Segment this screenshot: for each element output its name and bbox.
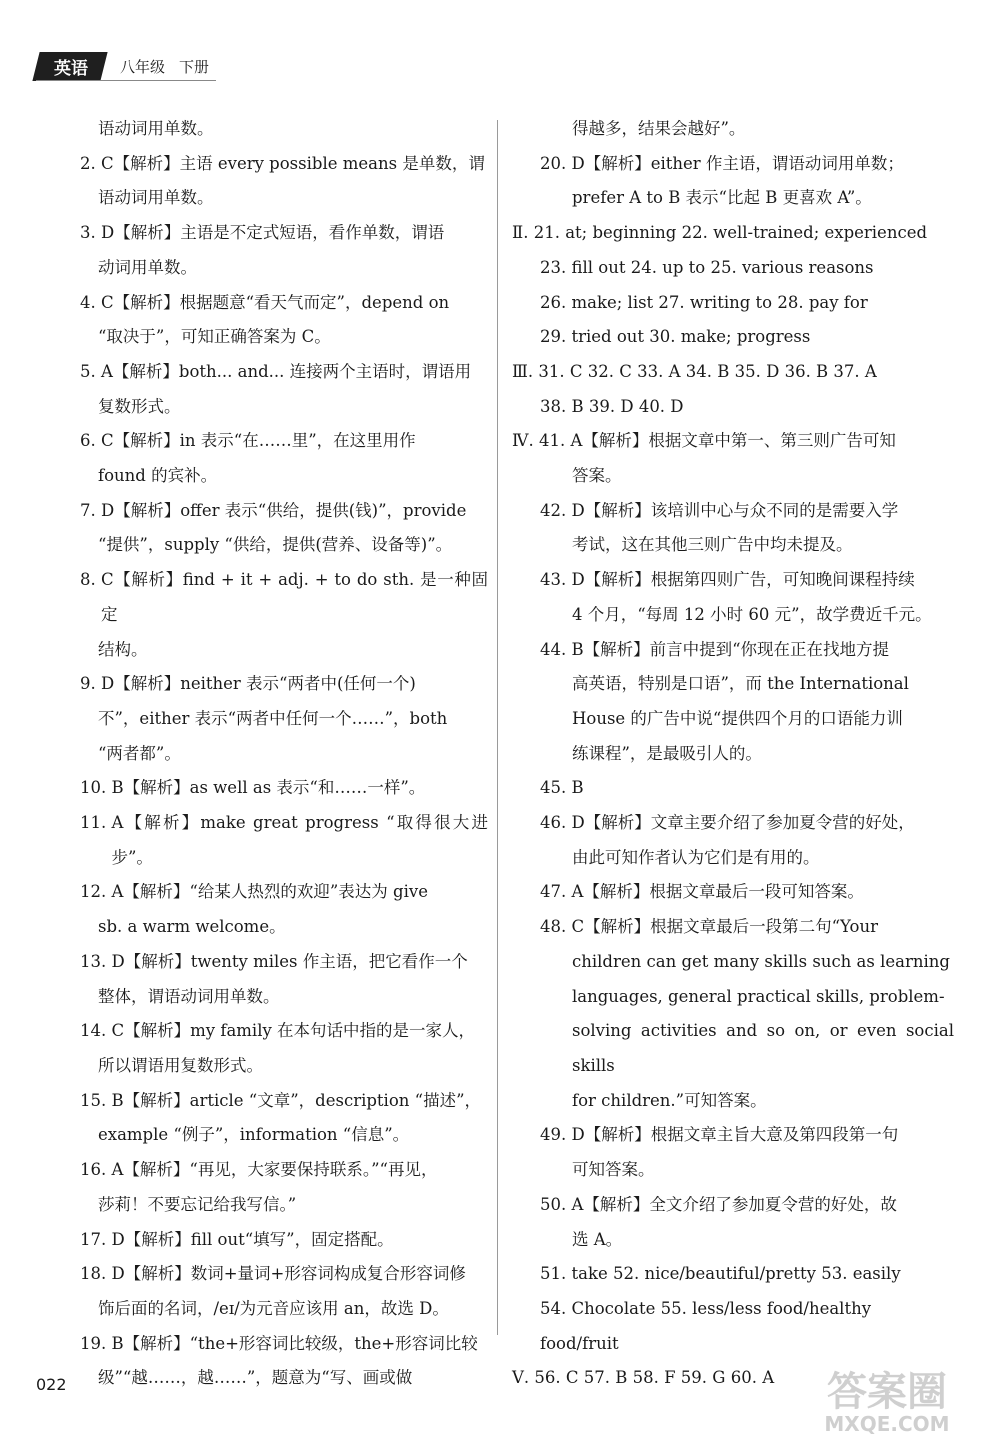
- question-number: Ⅳ.: [512, 431, 539, 451]
- answer-text: A【解析】“给某人热烈的欢迎”表达为 give: [111, 882, 428, 902]
- answer-text: A【解析】both... and... 连接两个主语时，谓语用: [101, 361, 472, 381]
- answer-line: [512, 633, 954, 668]
- answer-line: “两者都”。: [98, 743, 181, 763]
- answer-text: D【解析】fill out“填写”，固定搭配。: [111, 1229, 394, 1249]
- answer-line: [80, 875, 488, 910]
- answer-line: 4 个月，“每周 12 小时 60 元”，故学费近千元。: [572, 604, 932, 624]
- answer-text: B【解析】前言中提到“你现在正在找地方提: [571, 639, 890, 659]
- answer-text: B【解析】as well as 表示“和……一样”。: [111, 778, 426, 798]
- question-number: 19.: [80, 1333, 112, 1353]
- question-number: 11.: [80, 813, 112, 833]
- answer-line: 选 A。: [572, 1229, 623, 1249]
- answer-line: example “例子”，information “信息”。: [98, 1125, 410, 1145]
- question-number: 8.: [80, 570, 101, 590]
- answer-line: 38. B 39. D 40. D: [540, 396, 684, 416]
- answer-line: 得越多，结果会越好”。: [572, 119, 746, 138]
- answer-line: “取决于”，可知正确答案为 C。: [98, 327, 331, 347]
- answer-column-right: [512, 112, 954, 1396]
- answer-line: [80, 1153, 488, 1188]
- answer-line: [80, 771, 488, 806]
- answer-column-left: [80, 112, 488, 1396]
- answer-line: [512, 806, 954, 841]
- question-number: 15.: [80, 1090, 112, 1110]
- answer-line: 复数形式。: [98, 396, 181, 416]
- answer-line: [512, 1188, 954, 1223]
- answer-line: 答案。: [572, 466, 622, 486]
- answer-text: B: [571, 778, 584, 798]
- answer-line: children can get many skills such as learning: [572, 951, 950, 971]
- question-number: 44.: [540, 639, 572, 659]
- question-number: 5.: [80, 361, 101, 381]
- answer-line: 54. Chocolate 55. less/less food/healthy food/fruit: [540, 1298, 872, 1353]
- answer-line: [80, 1223, 488, 1258]
- question-number: 48.: [540, 917, 572, 937]
- answer-text: 21. at; beginning 22. well-trained; experienced: [533, 223, 928, 243]
- question-number: Ⅴ.: [512, 1368, 535, 1388]
- question-number: 10.: [80, 778, 112, 798]
- answer-text: D【解析】根据文章主旨大意及第四段第一句: [571, 1125, 899, 1145]
- answer-line: [80, 945, 488, 980]
- answer-text: C【解析】根据题意“看天气而定”，depend on: [101, 292, 450, 312]
- answer-line: [512, 147, 954, 182]
- answer-line: [512, 875, 954, 910]
- answer-text: D【解析】neither 表示“两者中(任何一个): [101, 674, 416, 694]
- answer-line: [512, 771, 954, 806]
- answer-text: D【解析】文章主要介绍了参加夏令营的好处，: [571, 813, 915, 833]
- question-number: 42.: [540, 500, 572, 520]
- answer-line: [80, 1327, 488, 1362]
- question-number: 7.: [80, 500, 101, 520]
- answer-line: 23. fill out 24. up to 25. various reasons: [540, 257, 874, 277]
- answer-text: 31. C 32. C 33. A 34. B 35. D 36. B 37. A: [538, 361, 877, 381]
- answer-text: A【解析】全文介绍了参加夏令营的好处，故: [571, 1194, 897, 1214]
- answer-line: [512, 494, 954, 529]
- question-number: 14.: [80, 1021, 112, 1041]
- answer-line: House 的广告中说“提供四个月的口语能力训: [572, 708, 903, 728]
- answer-text: D【解析】offer 表示“供给，提供(钱)”，provide: [101, 500, 467, 520]
- question-number: Ⅱ.: [512, 223, 534, 243]
- question-number: 13.: [80, 951, 112, 971]
- question-number: 2.: [80, 153, 101, 173]
- answer-line: [512, 424, 954, 459]
- answer-line: 29. tried out 30. make; progress: [540, 327, 811, 347]
- term-label: 下册: [179, 57, 210, 76]
- watermark-url: MXQE.COM: [824, 1412, 950, 1436]
- answer-line: 由此可知作者认为它们是有用的。: [572, 847, 820, 867]
- answer-text: C【解析】find + it + adj. + to do sth. 是一种固定: [101, 570, 488, 624]
- answer-line: for children.”可知答案。: [572, 1090, 767, 1110]
- answer-line: 语动词用单数。: [98, 119, 214, 138]
- answer-text: D【解析】该培训中心与众不同的是需要入学: [571, 500, 899, 520]
- answer-text: D【解析】either 作主语，谓语动词用单数；: [571, 153, 904, 173]
- question-number: 20.: [540, 153, 572, 173]
- header-rule: [36, 80, 216, 81]
- answer-line: [80, 667, 488, 702]
- answer-line: 51. take 52. nice/beautiful/pretty 53. easily: [540, 1264, 901, 1284]
- page-header: [36, 52, 209, 80]
- answer-line: 莎莉！不要忘记给我写信。”: [98, 1194, 297, 1214]
- question-number: 4.: [80, 292, 101, 312]
- question-number: 45.: [540, 778, 572, 798]
- question-number: 6.: [80, 431, 101, 451]
- answer-text: B【解析】“the+形容词比较级，the+形容词比较: [111, 1333, 478, 1353]
- answer-line: solving activities and so on, or even social skills: [572, 1021, 954, 1075]
- answer-text: 56. C 57. B 58. F 59. G 60. A: [534, 1368, 775, 1388]
- answer-line: [512, 216, 954, 251]
- answer-text: B【解析】article “文章”，description “描述”，: [111, 1090, 482, 1110]
- question-number: 3.: [80, 223, 101, 243]
- answer-line: sb. a warm welcome。: [98, 917, 286, 937]
- question-number: 50.: [540, 1194, 572, 1214]
- answer-text: C【解析】my family 在本句话中指的是一家人，: [111, 1021, 476, 1041]
- answer-line: [80, 286, 488, 321]
- answer-line: [80, 147, 488, 182]
- answer-line: [80, 1084, 488, 1119]
- question-number: 9.: [80, 674, 101, 694]
- answer-line: 饰后面的名词，/eɪ/为元音应该用 an，故选 D。: [98, 1298, 449, 1318]
- answer-line: 可知答案。: [572, 1160, 655, 1180]
- subject-badge: 英语: [32, 52, 107, 81]
- page-number: 022: [36, 1375, 67, 1394]
- answer-text: A【解析】根据文章最后一段可知答案。: [571, 882, 864, 902]
- answer-line: [80, 355, 488, 390]
- answer-line: prefer A to B 表示“比起 B 更喜欢 A”。: [572, 188, 872, 208]
- answer-line: 所以谓语用复数形式。: [98, 1055, 263, 1075]
- answer-line: languages, general practical skills, problem-: [572, 986, 945, 1006]
- answer-line: 练课程”，是最吸引人的。: [572, 743, 762, 763]
- grade-label: 八年级: [120, 57, 166, 76]
- answer-line: [512, 355, 954, 390]
- answer-line: 高英语，特别是口语”，而 the International: [572, 674, 909, 694]
- column-divider: [497, 120, 498, 1335]
- answer-line: “提供”，supply “供给，提供(营养、设备等)”。: [98, 535, 453, 555]
- answer-line: 不”，either 表示“两者中任何一个……”，both: [98, 708, 448, 728]
- answer-text: D【解析】数词+量词+形容词构成复合形容词修: [111, 1264, 466, 1284]
- answer-line: 语动词用单数。: [98, 188, 214, 208]
- watermark-text: 答案圈: [827, 1369, 947, 1415]
- question-number: 49.: [540, 1125, 572, 1145]
- answer-line: [80, 563, 488, 632]
- answer-line: [512, 563, 954, 598]
- answer-text: C【解析】根据文章最后一段第二句“Your: [571, 917, 878, 937]
- answer-line: 考试，这在其他三则广告中均未提及。: [572, 535, 853, 555]
- answer-text: A【解析】“再见，大家要保持联系。”“再见，: [111, 1160, 438, 1180]
- answer-text: D【解析】twenty miles 作主语，把它看作一个: [111, 951, 468, 971]
- question-number: 16.: [80, 1160, 112, 1180]
- answer-line: [80, 806, 488, 875]
- question-number: 17.: [80, 1229, 112, 1249]
- answer-line: [512, 1118, 954, 1153]
- answer-line: 级”“越……，越……”，题意为“写、画或做: [98, 1368, 413, 1388]
- question-number: 47.: [540, 882, 572, 902]
- question-number: 18.: [80, 1264, 112, 1284]
- answer-line: [512, 910, 954, 945]
- answer-line: [80, 494, 488, 529]
- answer-line: 整体，谓语动词用单数。: [98, 986, 280, 1006]
- answer-line: 26. make; list 27. writing to 28. pay for: [540, 292, 868, 312]
- answer-line: 动词用单数。: [98, 257, 197, 277]
- question-number: Ⅲ.: [512, 361, 539, 381]
- answer-text: D【解析】根据第四则广告，可知晚间课程持续: [571, 570, 915, 590]
- answer-text: 41. A【解析】根据文章中第一、第三则广告可知: [538, 431, 896, 451]
- answer-line: [80, 1257, 488, 1292]
- answer-line: [80, 424, 488, 459]
- answer-line: 结构。: [98, 639, 148, 659]
- question-number: 46.: [540, 813, 572, 833]
- question-number: 43.: [540, 570, 572, 590]
- question-number: 12.: [80, 882, 112, 902]
- answer-line: found 的宾补。: [98, 466, 218, 486]
- answer-line: [80, 1014, 488, 1049]
- answer-text: A【解析】make great progress “取得很大进步”。: [111, 813, 488, 867]
- watermark-logo: [792, 1357, 982, 1437]
- answer-text: C【解析】主语 every possible means 是单数，谓: [101, 153, 485, 173]
- answer-text: C【解析】in 表示“在……里”，在这里用作: [101, 431, 416, 451]
- answer-line: [80, 216, 488, 251]
- answer-text: D【解析】主语是不定式短语，看作单数，谓语: [101, 223, 445, 243]
